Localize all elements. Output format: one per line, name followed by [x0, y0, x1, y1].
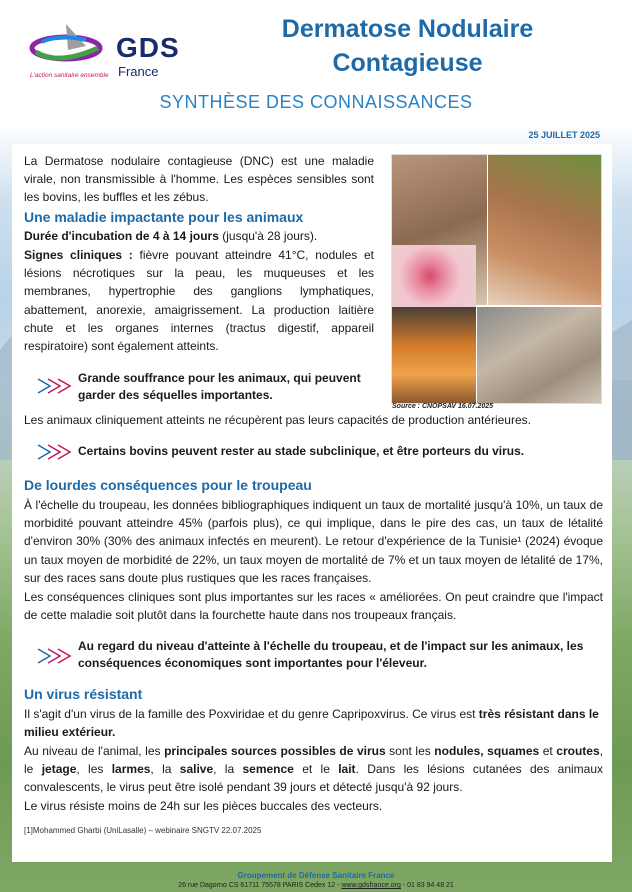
sources-bold: larmes [111, 762, 151, 777]
sources-text: , les [76, 762, 112, 777]
recovery-text: Les animaux cliniquement atteints ne récupèrent pas leurs capacités de production antérieures. [24, 413, 531, 427]
herd-data-paragraph: À l'échelle du troupeau, les données bibliographiques indiquent un taux de mortalité jusqu'à 10%, un taux de morbidité pouvant atteindre 45% (parfois plus), ce qui implique, dans le pire des cas, un taux de létalité d'environ 30% (30% des animaux infectés en meurent). Le retour d'expérience de la Tunisie¹ (2024) évoque un taux moyen de morbidité de 22%, un taux moyen de mortalité de 7% et un taux moyen de létalité de 17%, sur des races sans doute plus rustiques que les races françaises. [24, 498, 603, 585]
vector-paragraph: Le virus résiste moins de 24h sur les pièces buccales des vecteurs. [24, 799, 383, 813]
photo-nodules [477, 307, 601, 403]
section3-heading: Un virus résistant [24, 686, 143, 702]
sources-bold: jetage [41, 762, 77, 777]
callout-suffering: Grande souffrance pour les animaux, qui peuvent garder des séquelles importantes. [78, 371, 361, 402]
logo-tagline: L'action sanitaire ensemble [30, 72, 109, 79]
logo-sub: France [118, 64, 159, 79]
photo-udder [392, 307, 476, 403]
page-subtitle: SYNTHÈSE DES CONNAISSANCES [159, 92, 473, 112]
sources-text: Au niveau de l'animal, les [24, 744, 165, 758]
sources-text: , le [24, 744, 603, 777]
callout-arrow-icon [36, 375, 72, 397]
footer-phone: - 01 83 94 48 21 [400, 882, 454, 889]
sources-text: , la [213, 762, 243, 777]
sources-text: , la [150, 762, 180, 777]
section1-heading: Une maladie impactante pour les animaux [24, 209, 304, 225]
title-line-2: Contagieuse [332, 49, 483, 77]
footer-website-link[interactable]: www.gdsfrance.org [341, 882, 401, 889]
breeds-paragraph: Les conséquences cliniques sont plus importantes sur les races « améliorées. On peut craindre que l'impact de cette maladie soit plutôt dans la fourchette haute dans nos troupeaux français. [24, 590, 603, 623]
virus-sources-paragraph [24, 742, 603, 797]
logo-name: GDS [116, 32, 180, 63]
footer-organization: Groupement de Défense Sanitaire France [237, 871, 395, 880]
sources-bold: lait [338, 762, 356, 777]
footer-address-text: 26 rue Dagorno CS 61711 75578 PARIS Cedex 12 - [178, 882, 342, 889]
virus-family-paragraph [24, 705, 609, 741]
virus-text: Il s'agit d'un virus de la famille des Poxviridae et du genre Capripoxvirus. Ce virus est [24, 707, 479, 721]
incubation-rest: (jusqu'à 28 jours). [218, 229, 318, 243]
page-title [230, 12, 585, 80]
sources-bold: principales sources possibles de virus [164, 744, 386, 758]
gds-logo-icon [28, 22, 108, 72]
footer-address [0, 882, 632, 889]
sources-bold: croutes [556, 744, 600, 758]
sources-bold: salive [179, 762, 214, 777]
callout-arrow-icon [36, 441, 72, 463]
title-line-1: Dermatose Nodulaire [281, 15, 534, 43]
callout-arrow-icon [36, 645, 72, 667]
callout-subclinical: Certains bovins peuvent rester au stade subclinique, et être porteurs du virus. [78, 444, 525, 458]
photo-skin-lesion [392, 245, 476, 307]
footnote-reference: [1]Mohammed Gharbi (UniLasalle) – webinaire SNGTV 22.07.2025 [24, 826, 262, 835]
sources-bold: semence [242, 762, 294, 777]
incubation-bold: Durée d'incubation de 4 à 14 jours [24, 229, 219, 243]
sources-text: et le [293, 762, 339, 777]
signs-bold: Signes cliniques : [24, 248, 133, 262]
sources-text: et [539, 744, 557, 758]
photo-cow-head [488, 155, 601, 305]
sources-bold: nodules, squames [434, 744, 540, 758]
virus-resistant-bold: très résistant dans le milieu extérieur. [24, 707, 599, 740]
lesion-photos [391, 154, 602, 404]
photos-source: Source : CNOPSAV 16.07.2025 [392, 403, 494, 410]
incubation-text [24, 227, 374, 245]
clinical-signs-text [24, 246, 374, 355]
gds-logo [28, 22, 208, 82]
sources-text: sont les [385, 744, 435, 758]
callout-economic: Au regard du niveau d'atteinte à l'échelle du troupeau, et de l'impact sur les animaux, les conséquences économiques sont importantes pour l'éleveur. [78, 639, 584, 670]
signs-rest: fièvre pouvant atteindre 41°C, nodules et lésions nécrotiques sur la peau, les muqueuses et les membranes, hypertrophie des ganglions lymphatiques, abattement, anorexie, amaigrissement. La production laitière chute et les organes internes (tractus digestif, appareil respiratoire) sont également atteints. [24, 248, 374, 354]
intro-paragraph: La Dermatose nodulaire contagieuse (DNC) est une maladie virale, non transmissible à l'homme. Les espèces sensibles sont les bovins, les buffles et les zébus. [24, 154, 374, 205]
section2-heading: De lourdes conséquences pour le troupeau [24, 477, 312, 493]
sources-text: . Dans les lésions cutanées des animaux convalescents, le virus peut être isolé pendant 39 jours et détecté jusqu'à 92 jours. [24, 762, 604, 795]
publication-date: 25 JUILLET 2025 [528, 130, 600, 140]
